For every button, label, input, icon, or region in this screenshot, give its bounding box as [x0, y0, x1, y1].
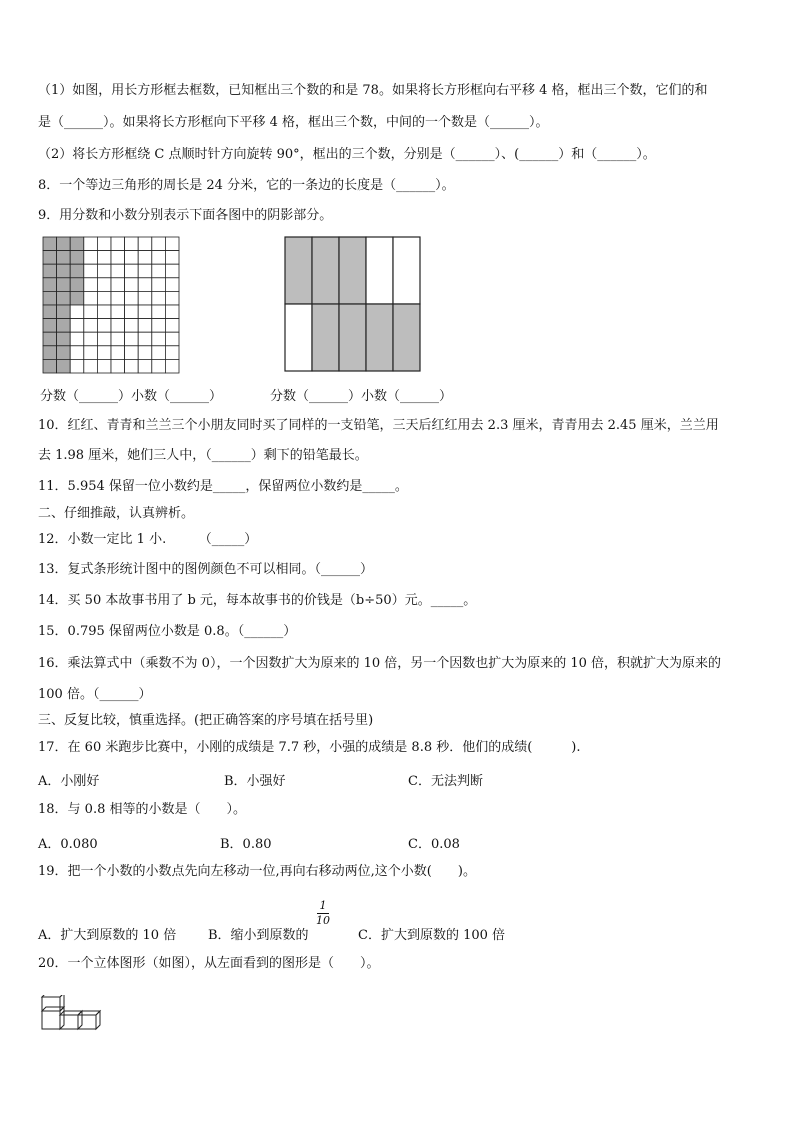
- grid-cell: [125, 332, 139, 346]
- question-15: 15．0.795 保留两位小数是 0.8。（______）: [38, 624, 297, 639]
- q10-line1: 10．红红、青青和兰兰三个小朋友同时买了同样的一支铅笔，三天后红红用去 2.3 厘米，青青用去 2.45 厘米，兰兰用: [38, 418, 719, 433]
- grid-cell-shaded: [43, 237, 57, 251]
- grid-cell: [111, 291, 125, 305]
- grid-cell: [125, 346, 139, 360]
- grid-cell: [84, 332, 98, 346]
- q19-option-c: C．扩大到原数的 100 倍: [358, 928, 506, 943]
- grid-cell: [70, 319, 84, 333]
- grid-cell: [70, 305, 84, 319]
- grid-cell: [125, 237, 139, 251]
- question-19: 19．把一个小数的小数点先向左移动一位,再向右移动两位,这个小数( )。: [38, 864, 476, 879]
- grid-cell: [125, 359, 139, 373]
- grid-cell: [125, 278, 139, 292]
- q7-part1-line1: （1）如图，用长方形框去框数，已知框出三个数的和是 78。如果将长方形框向右平移 4 格，框出三个数，它们的和: [38, 83, 708, 98]
- bar-part-shaded: [312, 237, 339, 304]
- grid-cell: [138, 332, 152, 346]
- question-11: 11．5.954 保留一位小数约是_____，保留两位小数约是_____。: [38, 479, 408, 494]
- grid-cell: [165, 251, 179, 265]
- grid-cell: [165, 264, 179, 278]
- grid-cell: [111, 264, 125, 278]
- q9-right-caption: 分数（______）小数（______）: [270, 389, 453, 404]
- grid-cell-shaded: [43, 264, 57, 278]
- bar-part: [285, 304, 312, 371]
- grid-cell: [111, 332, 125, 346]
- grid-cell: [97, 332, 111, 346]
- ten-part-rect-figure: [284, 236, 422, 374]
- grid-cell: [125, 291, 139, 305]
- grid-cell: [70, 346, 84, 360]
- grid-cell-shaded: [57, 237, 71, 251]
- q9-left-caption: 分数（______）小数（______）: [40, 389, 223, 404]
- grid-cell: [84, 319, 98, 333]
- grid-cell: [138, 305, 152, 319]
- grid-cell-shaded: [70, 278, 84, 292]
- grid-cell-shaded: [70, 291, 84, 305]
- grid-cell-shaded: [57, 305, 71, 319]
- bar-part: [366, 237, 393, 304]
- grid-cell-shaded: [43, 291, 57, 305]
- question-17: 17．在 60 米跑步比赛中，小刚的成绩是 7.7 秒，小强的成绩是 8.8 秒．他们的成绩( ).: [38, 740, 581, 755]
- fraction-denominator: 10: [316, 914, 330, 927]
- grid-cell: [152, 319, 166, 333]
- grid-cell: [97, 251, 111, 265]
- grid-cell: [125, 251, 139, 265]
- grid-cell: [97, 305, 111, 319]
- grid-cell: [84, 359, 98, 373]
- grid-cell: [84, 237, 98, 251]
- section-3-heading: 三、反复比较，慎重选择。(把正确答案的序号填在括号里): [38, 713, 374, 728]
- grid-cell: [152, 237, 166, 251]
- grid-cell: [152, 278, 166, 292]
- q18-option-c: C．0.08: [408, 837, 460, 852]
- grid-cell-shaded: [43, 332, 57, 346]
- hundred-grid-figure: [42, 236, 180, 374]
- q17-option-c: C．无法判断: [408, 774, 483, 789]
- q19-option-b: B．缩小到原数的: [208, 928, 309, 943]
- cube-stack-figure: [40, 995, 104, 1031]
- grid-cell-shaded: [57, 251, 71, 265]
- q19-option-a: A．扩大到原数的 10 倍: [38, 928, 177, 943]
- grid-cell: [152, 346, 166, 360]
- grid-cell: [125, 305, 139, 319]
- grid-cell: [111, 346, 125, 360]
- q16-line2: 100 倍。（______）: [38, 687, 152, 702]
- bar-part-shaded: [339, 237, 366, 304]
- bar-part-shaded: [285, 237, 312, 304]
- grid-cell: [111, 237, 125, 251]
- grid-cell-shaded: [43, 359, 57, 373]
- grid-cell-shaded: [43, 278, 57, 292]
- grid-cell: [97, 319, 111, 333]
- grid-cell: [152, 251, 166, 265]
- grid-cell: [97, 359, 111, 373]
- grid-cell: [84, 278, 98, 292]
- grid-cell: [152, 291, 166, 305]
- grid-cell: [138, 291, 152, 305]
- grid-cell: [138, 346, 152, 360]
- grid-cell: [165, 332, 179, 346]
- grid-cell: [152, 264, 166, 278]
- grid-cell: [152, 359, 166, 373]
- q17-option-a: A．小刚好: [38, 774, 100, 789]
- grid-cell-shaded: [70, 264, 84, 278]
- grid-cell: [138, 264, 152, 278]
- grid-cell: [152, 332, 166, 346]
- grid-cell: [111, 319, 125, 333]
- grid-cell: [138, 237, 152, 251]
- grid-cell: [111, 359, 125, 373]
- fraction-numerator: 1: [319, 899, 327, 912]
- grid-cell: [165, 291, 179, 305]
- grid-cell: [165, 305, 179, 319]
- q18-option-a: A．0.080: [38, 837, 98, 852]
- grid-cell: [97, 346, 111, 360]
- q18-option-b: B．0.80: [220, 837, 272, 852]
- grid-cell: [165, 237, 179, 251]
- grid-cell: [138, 319, 152, 333]
- grid-cell: [97, 237, 111, 251]
- grid-cell-shaded: [57, 359, 71, 373]
- bar-part-shaded: [366, 304, 393, 371]
- grid-cell: [111, 305, 125, 319]
- grid-cell: [111, 251, 125, 265]
- one-tenth-fraction: [316, 900, 330, 927]
- grid-cell-shaded: [70, 251, 84, 265]
- grid-cell: [97, 291, 111, 305]
- grid-cell: [165, 319, 179, 333]
- grid-cell: [125, 264, 139, 278]
- grid-cell: [70, 332, 84, 346]
- grid-cell: [111, 278, 125, 292]
- q17-option-b: B．小强好: [224, 774, 286, 789]
- grid-cell-shaded: [57, 346, 71, 360]
- bar-part-shaded: [312, 304, 339, 371]
- question-13: 13．复式条形统计图中的图例颜色不可以相同。（______）: [38, 562, 374, 577]
- grid-cell-shaded: [57, 278, 71, 292]
- bar-part: [393, 237, 420, 304]
- grid-cell: [84, 251, 98, 265]
- grid-cell-shaded: [57, 332, 71, 346]
- section-2-heading: 二、仔细推敲，认真辨析。: [38, 506, 195, 521]
- bar-part-shaded: [339, 304, 366, 371]
- grid-cell: [125, 319, 139, 333]
- grid-cell: [165, 346, 179, 360]
- grid-cell: [70, 359, 84, 373]
- grid-cell-shaded: [57, 264, 71, 278]
- grid-cell: [152, 305, 166, 319]
- grid-cell: [84, 264, 98, 278]
- grid-cell: [97, 264, 111, 278]
- grid-cell: [84, 291, 98, 305]
- bar-part-shaded: [393, 304, 420, 371]
- question-20: 20．一个立体图形（如图），从左面看到的图形是（ ）。: [38, 956, 380, 971]
- grid-cell: [97, 278, 111, 292]
- grid-cell-shaded: [57, 319, 71, 333]
- question-8: 8．一个等边三角形的周长是 24 分米，它的一条边的长度是（______）。: [38, 178, 455, 193]
- grid-cell: [138, 251, 152, 265]
- grid-cell-shaded: [70, 237, 84, 251]
- q7-part1-line2: 是（______）。如果将长方形框向下平移 4 格，框出三个数，中间的一个数是（______）。: [38, 115, 549, 130]
- question-18: 18．与 0.8 相等的小数是（ ）。: [38, 802, 246, 817]
- grid-cell-shaded: [43, 319, 57, 333]
- question-14: 14．买 50 本故事书用了 b 元，每本故事书的价钱是（b÷50）元。_____。: [38, 593, 477, 608]
- question-12: 12．小数一定比 1 小. （_____）: [38, 532, 258, 547]
- grid-cell: [165, 359, 179, 373]
- grid-cell: [138, 278, 152, 292]
- grid-cell: [84, 346, 98, 360]
- grid-cell: [165, 278, 179, 292]
- q7-part2: （2）将长方形框绕 C 点顺时针方向旋转 90°，框出的三个数，分别是（______）、(______）和（______）。: [38, 147, 656, 162]
- grid-cell-shaded: [43, 251, 57, 265]
- grid-cell-shaded: [43, 346, 57, 360]
- grid-cell: [84, 305, 98, 319]
- q16-line1: 16．乘法算式中（乘数不为 0），一个因数扩大为原来的 10 倍，另一个因数也扩大为原来的 10 倍，积就扩大为原来的: [38, 656, 722, 671]
- grid-cell: [138, 359, 152, 373]
- grid-cell-shaded: [57, 291, 71, 305]
- q10-line2: 去 1.98 厘米，她们三人中，（______）剩下的铅笔最长。: [38, 448, 368, 463]
- question-9: 9．用分数和小数分别表示下面各图中的阴影部分。: [38, 208, 333, 223]
- grid-cell-shaded: [43, 305, 57, 319]
